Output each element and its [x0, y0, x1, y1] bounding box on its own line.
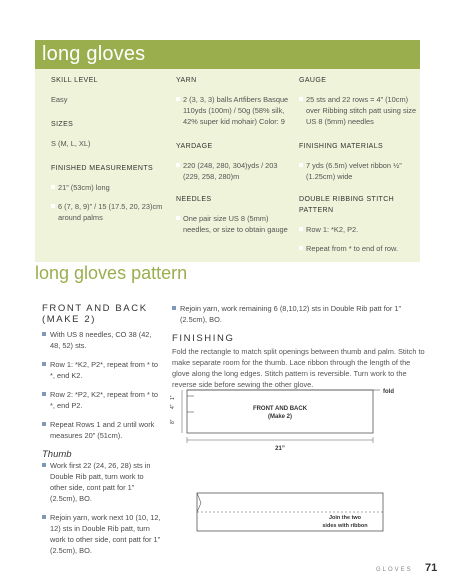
thumb-step: Rejoin yarn, work remaining 6 (8,10,12) sts in Double Rib patt for 1” (2.5cm), BO.	[172, 303, 427, 325]
finished-measurements-palm: 6 (7, 8, 9)” / 15 (17.5, 20, 23)cm around palms	[51, 201, 171, 223]
front-back-step: Row 1: *K2, P2*, repeat from * to *, end K2.	[42, 359, 162, 381]
front-back-step: With US 8 needles, CO 38 (42, 48, 52) sts.	[42, 329, 162, 351]
width-label: 21”	[275, 446, 285, 452]
rect-label: FRONT AND BACK	[252, 406, 308, 412]
finishing-heading: FINISHING	[172, 333, 235, 344]
double-ribbing-row: Row 1: *K2, P2.	[299, 224, 417, 235]
thumb-heading: Thumb	[42, 449, 72, 460]
front-back-step: Row 2: *P2, K2*, repeat from * to *, end P2.	[42, 389, 162, 411]
yarn-value: 2 (3, 3, 3) balls Artfibers Basque 110yds (100m) / 50g (58% silk, 42% super kid mohair) Color: 9	[176, 94, 291, 127]
skill-level-label: SKILL LEVEL	[51, 77, 98, 84]
needles-value: One pair size US 8 (5mm) needles, or size to obtain gauge	[176, 213, 291, 235]
pattern-section-title: long gloves pattern	[35, 263, 188, 283]
sizes-value: S (M, L, XL)	[51, 139, 91, 148]
join-label-line-2: sides with ribbon	[322, 523, 368, 529]
page-number: 71	[425, 562, 438, 574]
thumb-step: Rejoin yarn, work next 10 (10, 12, 12) sts in Double Rib patt, turn work to other side, cont patt for 1” (2.5cm), BO.	[42, 512, 162, 556]
skill-level-value: Easy	[51, 95, 68, 104]
yarn-label: YARN	[176, 77, 197, 84]
yardage-value: 220 (248, 280, 304)yds / 203 (229, 258, 280)m	[176, 160, 291, 182]
needles-label: NEEDLES	[176, 196, 212, 203]
finishing-materials-value: 7 yds (6.5m) velvet ribbon ½” (1.25cm) wide	[299, 160, 417, 182]
finishing-text: Fold the rectangle to match split openings between thumb and palm. Stitch to make separate room for the thumb. Lace ribbon through the length of the glove along the long edges. Stitch pattern is reversible. Turn work to the reverse side before sewing the other glove.	[172, 347, 425, 389]
gauge-label: GAUGE	[299, 77, 327, 84]
gauge-value: 25 sts and 22 rows = 4” (10cm) over Ribbing stitch patt using size US 8 (5mm) needles	[299, 94, 417, 127]
finished-measurements-label: FINISHED MEASUREMENTS	[51, 165, 154, 172]
double-ribbing-label: DOUBLE RIBBING STITCH PATTERN	[299, 196, 395, 214]
join-label-line-1: Join the two	[328, 515, 362, 521]
yardage-label: YARDAGE	[176, 143, 213, 150]
dimension-label-2: 4”	[170, 404, 176, 409]
finishing-materials-label: FINISHING MATERIALS	[299, 143, 384, 150]
front-back-heading: FRONT AND BACK (MAKE 2)	[42, 303, 148, 325]
finished-measurements-length: 21” (53cm) long	[51, 182, 171, 193]
front-back-step: Repeat Rows 1 and 2 until work measures 20” (51cm).	[42, 419, 162, 441]
rect-sublabel: (Make 2)	[267, 414, 293, 420]
fold-label: fold	[383, 389, 394, 395]
dimension-label-3: 8”	[170, 419, 176, 424]
sizes-label: SIZES	[51, 121, 74, 128]
thumb-step: Work first 22 (24, 26, 28) sts in Double Rib patt, turn work to other side, cont patt for 1” (2.5cm), BO.	[42, 460, 162, 504]
footer-section-name: GLOVES	[376, 567, 413, 573]
pattern-title: long gloves	[42, 43, 146, 65]
dimension-label-1: 1”	[170, 395, 176, 400]
double-ribbing-repeat: Repeat from * to end of row.	[299, 243, 417, 254]
